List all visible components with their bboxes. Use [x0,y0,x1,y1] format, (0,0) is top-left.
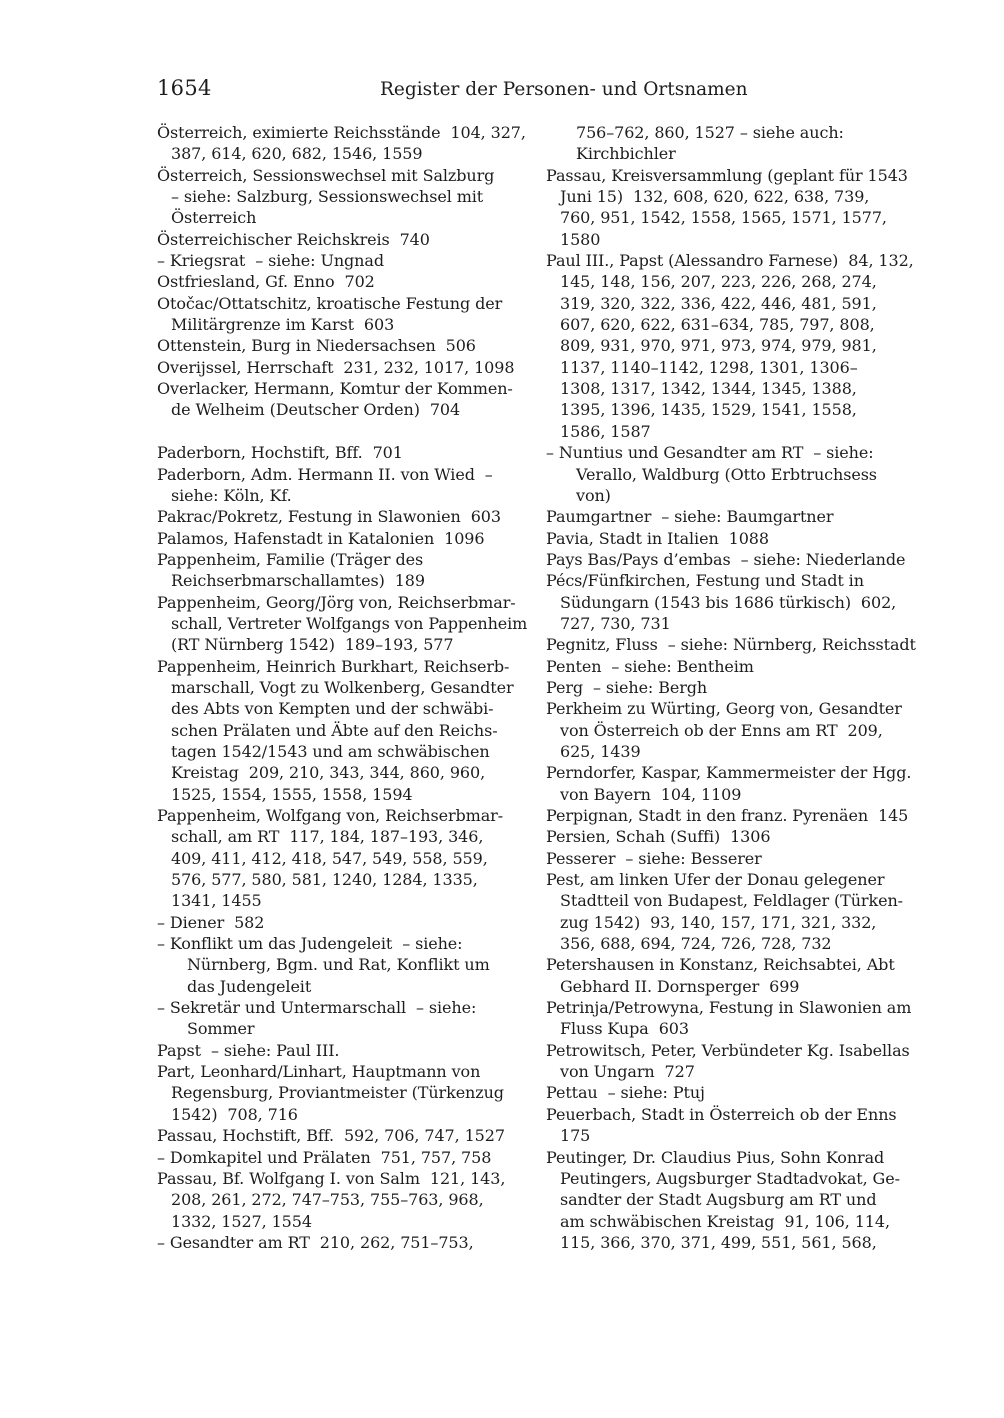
running-header: Register der Personen- und Ortsnamen [380,79,748,100]
index-line: Kreistag 209, 210, 343, 344, 860, 960, [171,763,486,783]
index-line: von) [576,485,611,505]
index-line: 1308, 1317, 1342, 1344, 1345, 1388, [560,379,857,399]
index-line: schall, Vertreter Wolfgangs von Pappenheim [171,613,528,633]
index-line: Regensburg, Proviantmeister (Türkenzug [171,1083,504,1103]
blank-line [157,421,547,442]
index-line: Peutingers, Augsburger Stadtadvokat, Ge- [560,1168,900,1188]
index-line: das Judengeleit [187,976,312,996]
index-line: schall, am RT 117, 184, 187–193, 346, [171,827,484,847]
index-line: – Konflikt um das Judengeleit – siehe: [157,934,463,954]
index-line: Penten – siehe: Bentheim [546,656,754,676]
index-line: 756–762, 860, 1527 – siehe auch: [576,123,844,142]
index-line: 319, 320, 322, 336, 422, 446, 481, 591, [560,293,877,313]
index-line: siehe: Köln, Kf. [171,485,292,505]
index-line: Otočac/Ottatschitz, kroatische Festung der [157,293,503,313]
index-line: Part, Leonhard/Linhart, Hauptmann von [157,1062,481,1082]
index-line: Militärgrenze im Karst 603 [171,315,395,335]
index-line: Ottenstein, Burg in Niedersachsen 506 [157,336,476,356]
index-line: Pappenheim, Georg/Jörg von, Reichserbmar- [157,592,516,612]
index-line: Stadtteil von Budapest, Feldlager (Türken- [560,891,903,911]
index-line: Perkheim zu Würting, Georg von, Gesandter [546,699,902,719]
index-line: Petrinja/Petrowyna, Festung in Slawonien am [546,998,912,1018]
index-line: 1341, 1455 [171,891,262,911]
index-line: – Nuntius und Gesandter am RT – siehe: [546,443,874,463]
index-line: Peutinger, Dr. Claudius Pius, Sohn Konrad [546,1147,885,1167]
index-line: von Österreich ob der Enns am RT 209, [560,720,883,740]
index-line: Passau, Kreisversammlung (geplant für 1543 [546,165,908,185]
index-line: schen Prälaten und Äbte auf den Reichs- [171,720,498,740]
index-line: Gebhard II. Dornsperger 699 [560,976,800,996]
index-line: Pettau – siehe: Ptuj [546,1083,705,1103]
index-line: 1580 [560,229,601,249]
index-line: 809, 931, 970, 971, 973, 974, 979, 981, [560,336,877,356]
index-line: – Diener 582 [157,912,265,932]
index-line: – siehe: Salzburg, Sessionswechsel mit [171,187,484,207]
index-line: zug 1542) 93, 140, 157, 171, 321, 332, [560,912,877,932]
index-line: 1542) 708, 716 [171,1104,298,1124]
index-line: Papst – siehe: Paul III. [157,1040,340,1060]
index-line: – Sekretär und Untermarschall – siehe: [157,998,477,1018]
index-column-right [546,122,936,1253]
index-line: Österreich [171,208,257,228]
index-line: Fluss Kupa 603 [560,1019,689,1039]
index-line: 760, 951, 1542, 1558, 1565, 1571, 1577, [560,208,887,228]
index-line: – Domkapitel und Prälaten 751, 757, 758 [157,1147,492,1167]
index-line: sandter der Stadt Augsburg am RT und [560,1190,877,1210]
index-line: des Abts von Kempten und der schwäbi- [171,699,494,719]
index-line: Pappenheim, Wolfgang von, Reichserbmar- [157,806,504,825]
index-line: Verallo, Waldburg (Otto Erbtruchsess [576,464,877,484]
index-line: 115, 366, 370, 371, 499, 551, 561, 568, [560,1232,877,1252]
index-line: Pécs/Fünfkirchen, Festung und Stadt in [546,571,864,591]
index-line: Sommer [187,1019,255,1039]
index-line: 208, 261, 272, 747–753, 755–763, 968, [171,1190,484,1210]
index-line: Pesserer – siehe: Besserer [546,848,762,868]
index-line: de Welheim (Deutscher Orden) 704 [171,400,461,420]
index-line: Persien, Schah (Suffi) 1306 [546,827,771,847]
index-line: Palamos, Hafenstadt in Katalonien 1096 [157,528,485,548]
index-line: Österreichischer Reichskreis 740 [157,229,430,249]
index-line: Paul III., Papst (Alessandro Farnese) 84, 132, [546,251,914,271]
index-line: 175 [560,1126,591,1146]
index-line: Paumgartner – siehe: Baumgartner [546,507,834,527]
index-line: Pest, am linken Ufer der Donau gelegener [546,870,885,890]
index-line: von Ungarn 727 [560,1062,695,1082]
index-line: Paderborn, Hochstift, Bff. 701 [157,443,403,463]
index-line: tagen 1542/1543 und am schwäbischen [171,741,490,761]
index-line: Perpignan, Stadt in den franz. Pyrenäen 145 [546,806,909,825]
index-line: Peuerbach, Stadt in Österreich ob der Enns [546,1104,897,1124]
index-line: Kirchbichler [576,144,676,164]
index-line: Petrowitsch, Peter, Verbündeter Kg. Isabellas [546,1040,910,1060]
index-line: marschall, Vogt zu Wolkenberg, Gesandter [171,677,514,697]
index-line: Perg – siehe: Bergh [546,677,708,697]
index-line: Südungarn (1543 bis 1686 türkisch) 602, [560,592,897,612]
index-line: Passau, Bf. Wolfgang I. von Salm 121, 143, [157,1168,506,1188]
index-line: Österreich, eximierte Reichsstände 104, 327, [157,123,526,142]
index-line: Pegnitz, Fluss – siehe: Nürnberg, Reichsstadt [546,635,916,655]
index-line: Overijssel, Herrschaft 231, 232, 1017, 1098 [157,357,515,377]
index-line: 409, 411, 412, 418, 547, 549, 558, 559, [171,848,488,868]
index-line: von Bayern 104, 1109 [560,784,742,804]
index-line: Pappenheim, Heinrich Burkhart, Reichserb- [157,656,510,676]
index-line: 356, 688, 694, 724, 726, 728, 732 [560,934,832,954]
index-line: (RT Nürnberg 1542) 189–193, 577 [171,635,454,655]
index-line: Paderborn, Adm. Hermann II. von Wied – [157,464,493,484]
index-line: am schwäbischen Kreistag 91, 106, 114, [560,1211,890,1231]
index-line: – Gesandter am RT 210, 262, 751–753, [157,1232,474,1252]
index-line: 625, 1439 [560,741,641,761]
index-line: 607, 620, 622, 631–634, 785, 797, 808, [560,315,875,335]
index-column-left [157,122,547,1253]
index-line: 1332, 1527, 1554 [171,1211,312,1231]
index-line: Pays Bas/Pays d’embas – siehe: Niederlande [546,549,906,569]
index-line: Österreich, Sessionswechsel mit Salzburg [157,165,495,185]
index-line: 1137, 1140–1142, 1298, 1301, 1306– [560,357,858,377]
index-line: Pavia, Stadt in Italien 1088 [546,528,769,548]
index-line: 145, 148, 156, 207, 223, 226, 268, 274, [560,272,877,292]
index-line: 387, 614, 620, 682, 1546, 1559 [171,144,423,164]
index-line: 1586, 1587 [560,421,651,441]
index-line: Passau, Hochstift, Bff. 592, 706, 747, 1527 [157,1126,505,1146]
index-line: Perndorfer, Kaspar, Kammermeister der Hgg. [546,763,912,783]
index-line: 1395, 1396, 1435, 1529, 1541, 1558, [560,400,857,420]
index-line: 727, 730, 731 [560,613,671,633]
index-line: Overlacker, Hermann, Komtur der Kommen- [157,379,513,399]
index-line: – Kriegsrat – siehe: Ungnad [157,251,384,271]
index-line: 576, 577, 580, 581, 1240, 1284, 1335, [171,870,478,890]
index-line: Reichserbmarschallamtes) 189 [171,571,425,591]
index-line: Nürnberg, Bgm. und Rat, Konflikt um [187,955,490,975]
index-line: Petershausen in Konstanz, Reichsabtei, Abt [546,955,895,975]
index-line: Pappenheim, Familie (Träger des [157,549,424,569]
page-number: 1654 [157,76,212,100]
index-line: Ostfriesland, Gf. Enno 702 [157,272,375,292]
index-line: Juni 15) 132, 608, 620, 622, 638, 739, [560,187,870,207]
index-line: 1525, 1554, 1555, 1558, 1594 [171,784,413,804]
index-line: Pakrac/Pokretz, Festung in Slawonien 603 [157,507,501,527]
